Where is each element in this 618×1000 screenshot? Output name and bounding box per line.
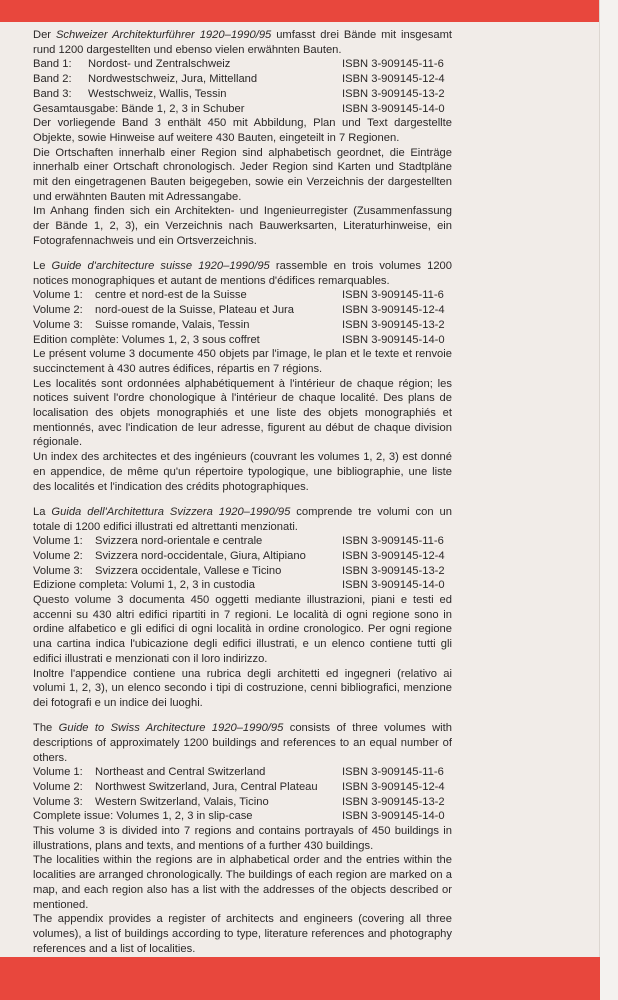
volume-label: Band 2: xyxy=(33,73,72,86)
volume-title: Svizzera occidentale, Vallese e Ticino xyxy=(95,564,282,577)
back-cover-text xyxy=(33,28,452,967)
volume-isbn: ISBN 3-909145-11-6 xyxy=(342,766,444,779)
complete-edition-text: Edition complète: Volumes 1, 2, 3 sous coffret xyxy=(33,333,260,346)
intro-post: comprende tre volumi con un totale di 1200 edifici illustrati ed altrettanti menzionati. xyxy=(33,505,452,533)
top-red-band xyxy=(0,0,600,22)
volume-isbn: ISBN 3-909145-11-6 xyxy=(342,289,444,302)
volume-row xyxy=(33,795,452,810)
intro-pre: Le xyxy=(33,260,52,273)
complete-edition-isbn: ISBN 3-909145-14-0 xyxy=(342,579,445,592)
book-title: Guide to Swiss Architecture 1920–1990/95 xyxy=(58,722,284,735)
volume-title: Svizzera nord-occidentale, Giura, Altipiano xyxy=(95,549,306,562)
volume-row xyxy=(33,780,452,795)
intro-pre: La xyxy=(33,505,52,518)
volume-title: Nordwestschweiz, Jura, Mittelland xyxy=(88,73,258,86)
volume-label: Volume 1: xyxy=(33,535,83,548)
intro-pre: Der xyxy=(33,29,56,41)
volume-title: Northeast and Central Switzerland xyxy=(95,766,266,779)
intro-post: rassemble en trois volumes 1200 notices monographiques et autant de mentions d'édifices remarquables. xyxy=(33,260,452,287)
volume-label: Volume 2: xyxy=(33,780,83,793)
intro-pre: The xyxy=(33,722,59,735)
volume-row xyxy=(33,57,452,72)
volume-isbn: ISBN 3-909145-12-4 xyxy=(342,73,445,86)
volume-row xyxy=(33,303,452,318)
intro-post: umfasst drei Bände mit insgesamt rund 1200 dargestellten und ebenso vielen erwähnten Bauten. xyxy=(33,29,452,56)
book-title: Guida dell'Architettura Svizzera 1920–1990/95 xyxy=(51,505,291,518)
volume-isbn: ISBN 3-909145-12-4 xyxy=(342,304,445,317)
body-paragraph: Die Ortschaften innerhalb einer Region sind alphabetisch geordnet, die Einträge innerhalb einer Ortschaft chronologisch. Jeder Region sind Karten und Stadtpläne mit den eingetragenen Bauten beigegeben, sowie ein Verzeichnis der dargestellten und erwähnten Bauten mit Adressangabe. xyxy=(33,146,452,203)
body-paragraph: The localities within the regions are in alphabetical order and the entries within the localities are arranged chronologically. The buildings of each region are marked on a map, and each region also has a list with the addresses of the objects described or mentioned. xyxy=(33,854,452,911)
volume-title: Suisse romande, Valais, Tessin xyxy=(95,318,250,331)
volume-row xyxy=(33,534,452,549)
volume-title: Nordost- und Zentralschweiz xyxy=(88,58,231,71)
complete-edition-row xyxy=(33,333,452,348)
intro-paragraph xyxy=(33,259,452,288)
body-paragraph: Un index des architectes et des ingénieurs (couvrant les volumes 1, 2, 3) est donné en appendice, de même qu'un répertoire typologique, une bibliographie, une liste des localités et l'indication des crédits photographiques. xyxy=(33,451,452,493)
volume-title: Svizzera nord-orientale e centrale xyxy=(95,535,263,548)
volume-row xyxy=(33,72,452,87)
body-paragraph: Der vorliegende Band 3 enthält 450 mit Abbildung, Plan und Text dargestellte Objekte, sowie Hinweise auf weitere 430 Bauten, eingeteilt in 7 Regionen. xyxy=(33,117,452,144)
volume-label: Volume 2: xyxy=(33,304,83,317)
volume-row xyxy=(33,765,452,780)
volume-title: Northwest Switzerland, Jura, Central Plateau xyxy=(95,780,318,793)
book-title: Schweizer Architekturführer 1920–1990/95 xyxy=(55,29,272,41)
body-paragraph: This volume 3 is divided into 7 regions and contains portrayals of 450 buildings in illustrations, plans and texts, and mentions of a further 430 buildings. xyxy=(33,825,452,852)
section-french xyxy=(33,259,452,494)
complete-edition-row xyxy=(33,578,452,593)
section-italian xyxy=(33,505,452,711)
volume-title: Westschweiz, Wallis, Tessin xyxy=(88,87,227,100)
volume-label: Band 1: xyxy=(33,58,72,71)
section-german xyxy=(33,28,452,249)
volume-row xyxy=(33,87,452,102)
complete-edition-isbn: ISBN 3-909145-14-0 xyxy=(342,810,445,823)
complete-edition-text: Edizione completa: Volumi 1, 2, 3 in custodia xyxy=(33,579,256,592)
volume-title: Western Switzerland, Valais, Ticino xyxy=(95,795,269,808)
volume-label: Volume 3: xyxy=(33,795,83,808)
volume-label: Volume 1: xyxy=(33,766,83,779)
volume-row xyxy=(33,549,452,564)
volume-isbn: ISBN 3-909145-11-6 xyxy=(342,58,444,71)
volume-isbn: ISBN 3-909145-12-4 xyxy=(342,780,445,793)
page-edge xyxy=(599,0,618,1000)
volume-row xyxy=(33,564,452,579)
body-paragraph: Im Anhang finden sich ein Architekten- und Ingenieurregister (Zusammenfassung der Bände 1, 2, 3), ein Verzeichnis nach Bauwerksarten, Literaturhinweise, ein Fotografennachweis und ein Ortsverzeichnis. xyxy=(33,205,452,247)
volume-isbn: ISBN 3-909145-12-4 xyxy=(342,549,445,562)
volume-label: Volume 3: xyxy=(33,318,83,331)
intro-paragraph xyxy=(33,505,452,534)
body-paragraph: Inoltre l'appendice contiene una rubrica degli architetti ed ingegneri (relativo ai volumi 1, 2, 3), un elenco secondo i tipi di costruzione, cenni bibliografici, menzione dei fotografi e un indice dei luoghi. xyxy=(33,667,452,709)
complete-edition-text: Complete issue: Volumes 1, 2, 3 in slip-case xyxy=(33,810,253,823)
complete-edition-isbn: ISBN 3-909145-14-0 xyxy=(342,333,445,346)
volume-isbn: ISBN 3-909145-13-2 xyxy=(342,564,445,577)
body-paragraph: Le présent volume 3 documente 450 objets par l'image, le plan et le texte et renvoie succinctement à 430 autres édifices, répartis en 7 régions. xyxy=(33,348,452,375)
intro-post: consists of three volumes with descriptions of approximately 1200 buildings and references to an equal number of others. xyxy=(33,722,453,764)
volume-row xyxy=(33,288,452,303)
intro-paragraph xyxy=(33,28,452,57)
volume-isbn: ISBN 3-909145-13-2 xyxy=(342,87,445,100)
volume-label: Volume 2: xyxy=(33,549,83,562)
book-title: Guide d'architecture suisse 1920–1990/95 xyxy=(51,260,270,273)
volume-isbn: ISBN 3-909145-11-6 xyxy=(342,535,444,548)
volume-title: centre et nord-est de la Suisse xyxy=(95,289,247,302)
body-paragraph: Questo volume 3 documenta 450 oggetti mediante illustrazioni, piani e testi ed accenni su 430 altri edifici ripartiti in 7 regioni. Le località di ogni regione sono in ordine alfabetico e gli edifici di ogni località in ordine cronologico. Per ogni regione una cartina indica l'ubicazione degli edifici illustrati, e un elenco contiene tutti gli edifici illustrati e menzionati con il loro indirizzo. xyxy=(33,594,452,665)
complete-edition-row xyxy=(33,809,452,824)
volume-label: Volume 3: xyxy=(33,564,83,577)
bottom-red-band xyxy=(0,957,600,1000)
volume-label: Volume 1: xyxy=(33,289,83,302)
volume-isbn: ISBN 3-909145-13-2 xyxy=(342,795,445,808)
body-paragraph: The appendix provides a register of architects and engineers (covering all three volumes), a list of buildings according to type, literature references and photography references and a list of localities. xyxy=(33,913,452,955)
complete-edition-isbn: ISBN 3-909145-14-0 xyxy=(342,102,445,115)
volume-isbn: ISBN 3-909145-13-2 xyxy=(342,318,445,331)
section-english xyxy=(33,721,452,956)
volume-title: nord-ouest de la Suisse, Plateau et Jura xyxy=(95,304,295,317)
volume-label: Band 3: xyxy=(33,87,72,100)
complete-edition-row xyxy=(33,102,452,117)
body-paragraph: Les localités sont ordonnées alphabétiquement à l'intérieur de chaque région; les notices suivent l'ordre chonologique à l'intérieur de chaque localité. Des plans de localisation des objets monographiés et une liste des objets monographiés et mentionnés, avec l'indication de leur adresse, figurent au début de chaque division régionale. xyxy=(33,377,452,449)
complete-edition-text: Gesamtausgabe: Bände 1, 2, 3 in Schuber xyxy=(33,102,245,115)
intro-paragraph xyxy=(33,721,452,765)
volume-row xyxy=(33,318,452,333)
